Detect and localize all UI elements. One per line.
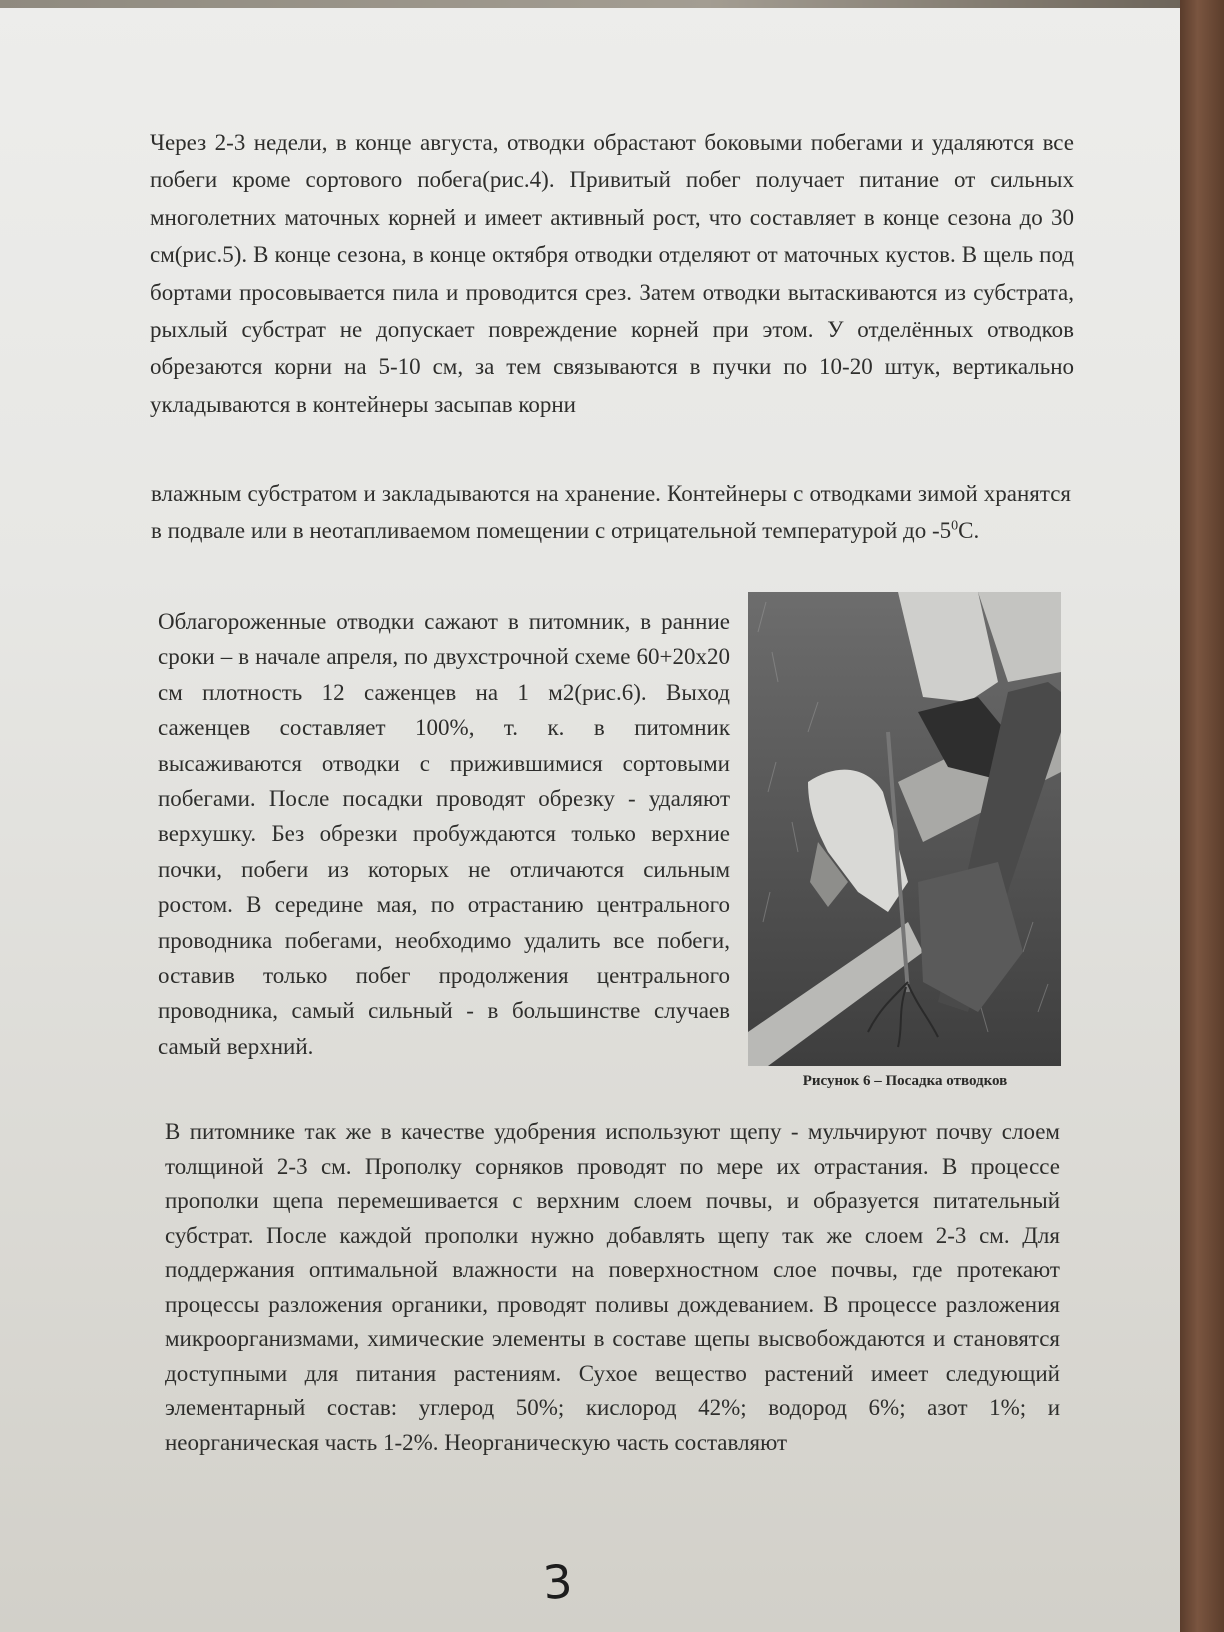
paragraph-mulching: В питомнике так же в качестве удобрения используют щепу - мульчируют почву слоем толщиной 2-3 см. Прополку сорняков проводят по мере их отрастания. В процессе прополки щепа перемешивается с верхним слоем почвы, и образуется питательный субстрат. После каждой прополки нужно добавлять щепу так же слоем 2-3 см. Для поддержания оптимальной влажности на поверхностном слое почвы, где протекают процессы разложения органики, проводят поливы дождеванием. В процессе разложения микроорганизмами, химические элементы в составе щепы высвобождаются и становятся доступными для питания растениям. Сухое вещество растений имеет следующий элементарный состав: углерод 50%; кислород 42%; водород 6%; азот 1%; и неорганическая часть 1-2%. Неорганическую часть составляют: [165, 1119, 1060, 1455]
paragraph-storage-text: влажным субстратом и закладываются на хранение. Контейнеры с отводками зимой хранятся в подвале или в неотапливаемом помещении с отрицательной температурой до -5: [151, 481, 1071, 543]
figure-planting-photo: [748, 592, 1061, 1066]
handwritten-page-number: 3: [541, 1554, 575, 1610]
figure-caption: Рисунок 6 – Посадка отводков: [802, 1073, 1008, 1089]
planting-photo-illustration: [748, 592, 1061, 1066]
degree-superscript: 0: [951, 517, 959, 533]
paragraph-planting: Облагороженные отводки сажают в питомник, в ранние сроки – в начале апреля, по двухстрочной схеме 60+20х20 см плотность 12 саженцев на 1 м2(рис.6). Выход саженцев составляет 100%, т. к. в питомник высаживаются отводки с прижившимися сортовыми побегами. После посадки проводят обрезку - удаляют верхушку. Без обрезки пробуждаются только верхние почки, побеги из которых не отличаются сильным ростом. В середине мая, по отрастанию центрального проводника побегами, необходимо удалить все побеги, оставив только побег продолжения центрального проводника, самый сильный - в большинстве случаев самый верхний.: [158, 609, 730, 1059]
paragraph-storage: [151, 476, 1071, 549]
temperature-unit: С.: [958, 517, 980, 543]
paragraph-late-season: Через 2-3 недели, в конце августа, отводки обрастают боковыми побегами и удаляются все побеги кроме сортового побега(рис.4). Привитый побег получает питание от сильных многолетних маточных корней и имеет активный рост, что составляет в конце сезона до 30 см(рис.5). В конце сезона, в конце октября отводки отделяют от маточных кустов. В щель под бортами просовывается пила и проводится срез. Затем отводки вытаскиваются из субстрата, рыхлый субстрат не допускает повреждение корней при этом. У отделённых отводков обрезаются корни на 5-10 см, за тем связываются в пучки по 10-20 штук, вертикально укладываются в контейнеры засыпав корни: [150, 130, 1074, 417]
top-edge-shadow: [0, 0, 1180, 8]
wooden-table-edge: [1180, 0, 1224, 1632]
